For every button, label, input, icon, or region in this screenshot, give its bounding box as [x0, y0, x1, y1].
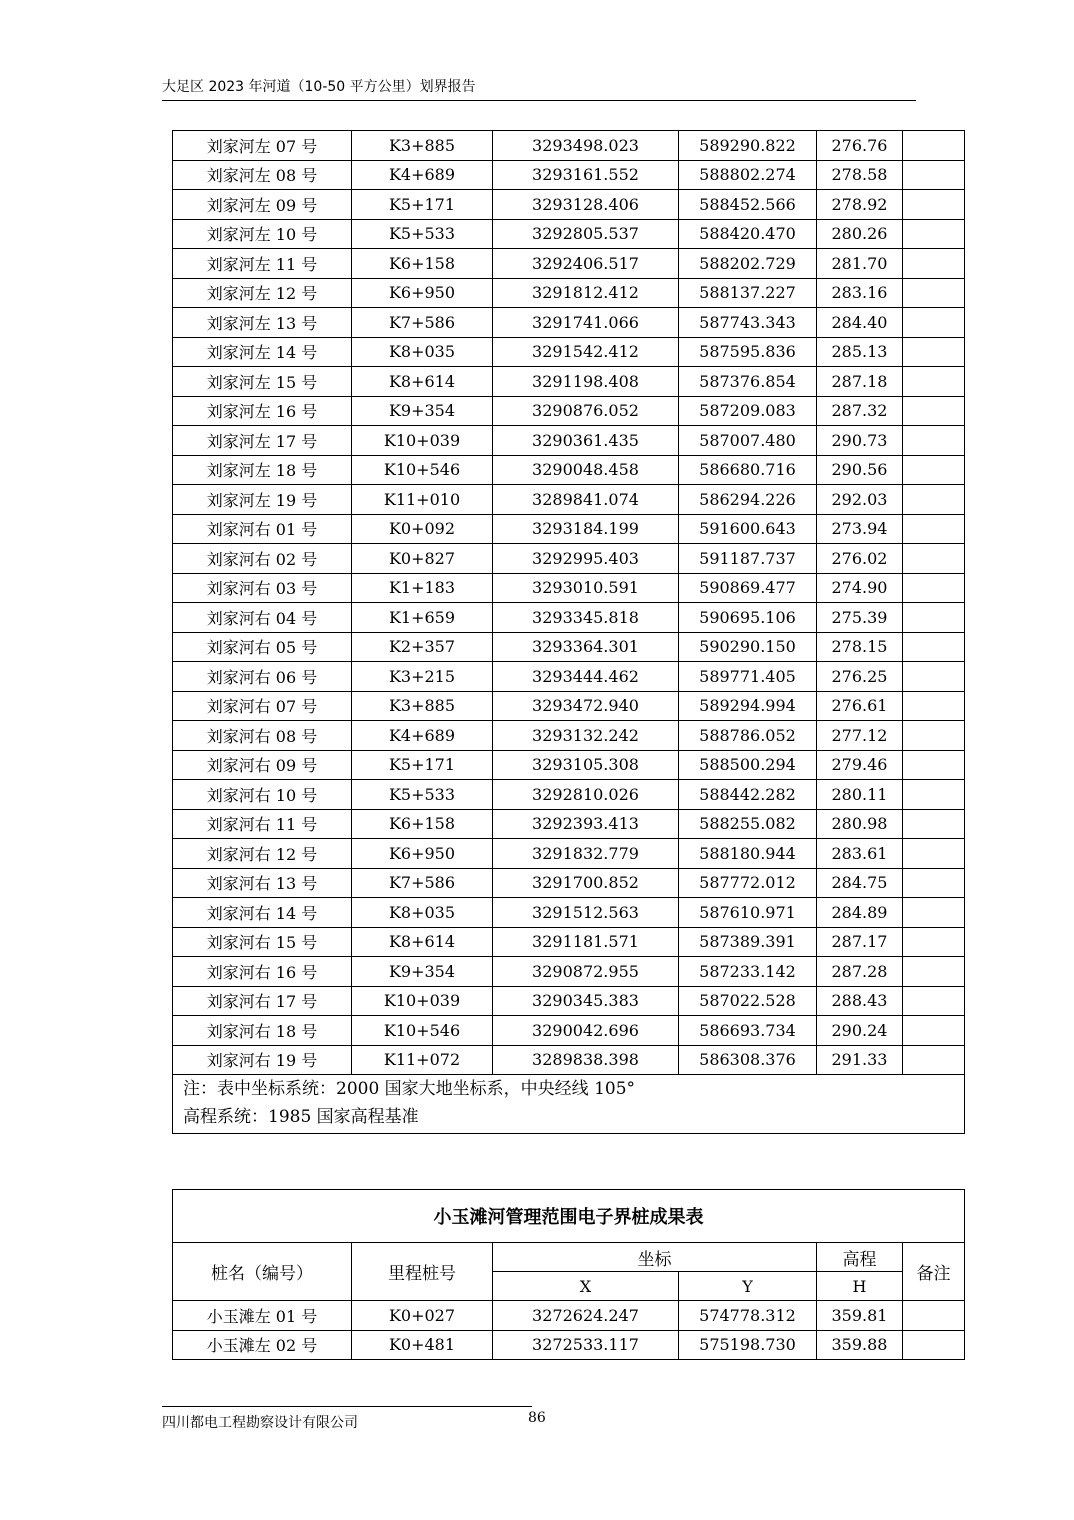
x-coord-cell: 3289838.398: [493, 1045, 679, 1075]
elevation-cell: 276.25: [817, 662, 903, 692]
table-row: [173, 219, 965, 249]
boundary-stake-table-liujia: [172, 130, 965, 1134]
remark-cell: [903, 809, 965, 839]
stake-name-cell: 刘家河左 14 号: [173, 337, 352, 367]
y-coord-cell: 588500.294: [679, 750, 817, 780]
remark-cell: [903, 573, 965, 603]
x-coord-cell: 3290042.696: [493, 1016, 679, 1046]
elevation-cell: 285.13: [817, 337, 903, 367]
elevation-cell: 283.61: [817, 839, 903, 869]
x-coord-cell: 3291812.412: [493, 278, 679, 308]
mileage-cell: K5+171: [352, 190, 493, 220]
table-row: [173, 249, 965, 279]
remark-cell: [903, 426, 965, 456]
mileage-cell: K8+035: [352, 898, 493, 928]
table-row: [173, 485, 965, 515]
x-coord-cell: 3290361.435: [493, 426, 679, 456]
remark-cell: [903, 308, 965, 338]
x-coord-cell: 3290048.458: [493, 455, 679, 485]
table1-note: [173, 1075, 965, 1134]
elevation-cell: 290.56: [817, 455, 903, 485]
header-h: H: [817, 1272, 903, 1301]
stake-name-cell: 刘家河左 07 号: [173, 131, 352, 161]
table-row: [173, 544, 965, 574]
table-row: [173, 1330, 965, 1360]
x-coord-cell: 3291181.571: [493, 927, 679, 957]
remark-cell: [903, 603, 965, 633]
table-row: [173, 308, 965, 338]
mileage-cell: K6+158: [352, 249, 493, 279]
mileage-cell: K5+171: [352, 750, 493, 780]
elevation-cell: 359.81: [817, 1301, 903, 1331]
x-coord-cell: 3293128.406: [493, 190, 679, 220]
x-coord-cell: 3292805.537: [493, 219, 679, 249]
stake-name-cell: 刘家河右 01 号: [173, 514, 352, 544]
x-coord-cell: 3292406.517: [493, 249, 679, 279]
elevation-cell: 278.92: [817, 190, 903, 220]
table-row: [173, 691, 965, 721]
mileage-cell: K10+039: [352, 986, 493, 1016]
page-footer: [162, 1406, 532, 1432]
remark-cell: [903, 544, 965, 574]
elevation-cell: 284.40: [817, 308, 903, 338]
y-coord-cell: 588452.566: [679, 190, 817, 220]
elevation-cell: 280.26: [817, 219, 903, 249]
stake-name-cell: 刘家河右 10 号: [173, 780, 352, 810]
x-coord-cell: 3291700.852: [493, 868, 679, 898]
y-coord-cell: 586308.376: [679, 1045, 817, 1075]
mileage-cell: K3+215: [352, 662, 493, 692]
header-x: X: [493, 1272, 679, 1301]
elevation-cell: 290.24: [817, 1016, 903, 1046]
mileage-cell: K7+586: [352, 308, 493, 338]
elevation-cell: 280.11: [817, 780, 903, 810]
header-stake-name: 桩名（编号）: [173, 1243, 352, 1301]
y-coord-cell: 590695.106: [679, 603, 817, 633]
mileage-cell: K11+072: [352, 1045, 493, 1075]
elevation-cell: 292.03: [817, 485, 903, 515]
stake-name-cell: 刘家河右 19 号: [173, 1045, 352, 1075]
stake-name-cell: 刘家河右 12 号: [173, 839, 352, 869]
mileage-cell: K8+614: [352, 367, 493, 397]
mileage-cell: K0+827: [352, 544, 493, 574]
mileage-cell: K2+357: [352, 632, 493, 662]
stake-name-cell: 刘家河右 16 号: [173, 957, 352, 987]
x-coord-cell: 3293132.242: [493, 721, 679, 751]
stake-name-cell: 刘家河右 11 号: [173, 809, 352, 839]
table2-title-row: [173, 1190, 965, 1243]
remark-cell: [903, 190, 965, 220]
stake-name-cell: 刘家河左 17 号: [173, 426, 352, 456]
remark-cell: [903, 898, 965, 928]
page-header: [162, 78, 916, 101]
stake-name-cell: 刘家河左 13 号: [173, 308, 352, 338]
remark-cell: [903, 750, 965, 780]
y-coord-cell: 587595.836: [679, 337, 817, 367]
stake-name-cell: 刘家河右 06 号: [173, 662, 352, 692]
mileage-cell: K0+027: [352, 1301, 493, 1331]
table-row: [173, 396, 965, 426]
mileage-cell: K11+010: [352, 485, 493, 515]
mileage-cell: K10+039: [352, 426, 493, 456]
table-row: [173, 750, 965, 780]
header-title: 大足区 2023 年河道（10-50 平方公里）划界报告: [162, 79, 476, 95]
x-coord-cell: 3291741.066: [493, 308, 679, 338]
table2-body: [173, 1190, 965, 1360]
elevation-cell: 273.94: [817, 514, 903, 544]
x-coord-cell: 3293444.462: [493, 662, 679, 692]
mileage-cell: K8+614: [352, 927, 493, 957]
stake-name-cell: 刘家河右 05 号: [173, 632, 352, 662]
footer-company: 四川都电工程勘察设计有限公司: [162, 1415, 358, 1431]
table-row: [173, 1045, 965, 1075]
y-coord-cell: 587209.083: [679, 396, 817, 426]
y-coord-cell: 587772.012: [679, 868, 817, 898]
x-coord-cell: 3293472.940: [493, 691, 679, 721]
header-y: Y: [679, 1272, 817, 1301]
remark-cell: [903, 367, 965, 397]
x-coord-cell: 3293364.301: [493, 632, 679, 662]
remark-cell: [903, 691, 965, 721]
y-coord-cell: 591187.737: [679, 544, 817, 574]
y-coord-cell: 590869.477: [679, 573, 817, 603]
elevation-cell: 291.33: [817, 1045, 903, 1075]
remark-cell: [903, 337, 965, 367]
y-coord-cell: 589294.994: [679, 691, 817, 721]
y-coord-cell: 586693.734: [679, 1016, 817, 1046]
table-row: [173, 898, 965, 928]
remark-cell: [903, 780, 965, 810]
remark-cell: [903, 632, 965, 662]
elevation-cell: 287.17: [817, 927, 903, 957]
remark-cell: [903, 1016, 965, 1046]
remark-cell: [903, 485, 965, 515]
y-coord-cell: 589290.822: [679, 131, 817, 161]
stake-name-cell: 小玉滩左 02 号: [173, 1330, 352, 1360]
elevation-cell: 277.12: [817, 721, 903, 751]
y-coord-cell: 574778.312: [679, 1301, 817, 1331]
x-coord-cell: 3291512.563: [493, 898, 679, 928]
stake-name-cell: 刘家河右 02 号: [173, 544, 352, 574]
stake-name-cell: 小玉滩左 01 号: [173, 1301, 352, 1331]
mileage-cell: K8+035: [352, 337, 493, 367]
table-row: [173, 190, 965, 220]
stake-name-cell: 刘家河左 12 号: [173, 278, 352, 308]
table2-header-row: [173, 1243, 965, 1272]
remark-cell: [903, 957, 965, 987]
y-coord-cell: 589771.405: [679, 662, 817, 692]
elevation-cell: 284.75: [817, 868, 903, 898]
stake-name-cell: 刘家河右 13 号: [173, 868, 352, 898]
elevation-cell: 288.43: [817, 986, 903, 1016]
mileage-cell: K0+092: [352, 514, 493, 544]
mileage-cell: K7+586: [352, 868, 493, 898]
table-row: [173, 603, 965, 633]
table1-body: [173, 131, 965, 1134]
y-coord-cell: 588786.052: [679, 721, 817, 751]
header-coordinates: 坐标: [493, 1243, 817, 1272]
y-coord-cell: 588802.274: [679, 160, 817, 190]
remark-cell: [903, 721, 965, 751]
elevation-cell: 280.98: [817, 809, 903, 839]
elevation-cell: 290.73: [817, 426, 903, 456]
mileage-cell: K9+354: [352, 957, 493, 987]
stake-name-cell: 刘家河左 19 号: [173, 485, 352, 515]
remark-cell: [903, 868, 965, 898]
elevation-cell: 275.39: [817, 603, 903, 633]
mileage-cell: K10+546: [352, 1016, 493, 1046]
elevation-cell: 274.90: [817, 573, 903, 603]
elevation-cell: 276.61: [817, 691, 903, 721]
x-coord-cell: 3272624.247: [493, 1301, 679, 1331]
y-coord-cell: 587007.480: [679, 426, 817, 456]
table-row: [173, 839, 965, 869]
stake-name-cell: 刘家河左 15 号: [173, 367, 352, 397]
stake-name-cell: 刘家河右 18 号: [173, 1016, 352, 1046]
x-coord-cell: 3272533.117: [493, 1330, 679, 1360]
x-coord-cell: 3293161.552: [493, 160, 679, 190]
mileage-cell: K0+481: [352, 1330, 493, 1360]
table-row: [173, 1016, 965, 1046]
y-coord-cell: 591600.643: [679, 514, 817, 544]
table-row: [173, 721, 965, 751]
elevation-cell: 276.76: [817, 131, 903, 161]
y-coord-cell: 590290.150: [679, 632, 817, 662]
mileage-cell: K6+158: [352, 809, 493, 839]
x-coord-cell: 3289841.074: [493, 485, 679, 515]
remark-cell: [903, 986, 965, 1016]
header-remark: 备注: [903, 1243, 965, 1301]
elevation-cell: 276.02: [817, 544, 903, 574]
stake-name-cell: 刘家河右 03 号: [173, 573, 352, 603]
mileage-cell: K4+689: [352, 721, 493, 751]
y-coord-cell: 587743.343: [679, 308, 817, 338]
y-coord-cell: 588255.082: [679, 809, 817, 839]
stake-name-cell: 刘家河右 14 号: [173, 898, 352, 928]
remark-cell: [903, 219, 965, 249]
page-number: 86: [528, 1410, 546, 1426]
mileage-cell: K1+183: [352, 573, 493, 603]
table-row: [173, 927, 965, 957]
x-coord-cell: 3291542.412: [493, 337, 679, 367]
remark-cell: [903, 662, 965, 692]
y-coord-cell: 587376.854: [679, 367, 817, 397]
mileage-cell: K3+885: [352, 131, 493, 161]
remark-cell: [903, 396, 965, 426]
mileage-cell: K9+354: [352, 396, 493, 426]
remark-cell: [903, 1330, 965, 1360]
x-coord-cell: 3291832.779: [493, 839, 679, 869]
table-row: [173, 632, 965, 662]
y-coord-cell: 588137.227: [679, 278, 817, 308]
header-mileage: 里程桩号: [352, 1243, 493, 1301]
stake-name-cell: 刘家河右 07 号: [173, 691, 352, 721]
elevation-system-note: 高程系统：1985 国家高程基准: [183, 1107, 419, 1127]
y-coord-cell: 587610.971: [679, 898, 817, 928]
stake-name-cell: 刘家河左 18 号: [173, 455, 352, 485]
y-coord-cell: 587389.391: [679, 927, 817, 957]
x-coord-cell: 3293184.199: [493, 514, 679, 544]
elevation-cell: 281.70: [817, 249, 903, 279]
table2-title: 小玉滩河管理范围电子界桩成果表: [173, 1190, 965, 1243]
table-row: [173, 662, 965, 692]
table-row: [173, 514, 965, 544]
remark-cell: [903, 1045, 965, 1075]
table-row: [173, 367, 965, 397]
elevation-cell: 279.46: [817, 750, 903, 780]
stake-name-cell: 刘家河右 09 号: [173, 750, 352, 780]
remark-cell: [903, 927, 965, 957]
remark-cell: [903, 131, 965, 161]
mileage-cell: K3+885: [352, 691, 493, 721]
table1-note-row: [173, 1075, 965, 1134]
table-row: [173, 131, 965, 161]
mileage-cell: K5+533: [352, 780, 493, 810]
elevation-cell: 278.15: [817, 632, 903, 662]
table-row: [173, 455, 965, 485]
y-coord-cell: 588180.944: [679, 839, 817, 869]
remark-cell: [903, 160, 965, 190]
x-coord-cell: 3290876.052: [493, 396, 679, 426]
y-coord-cell: 586680.716: [679, 455, 817, 485]
mileage-cell: K4+689: [352, 160, 493, 190]
x-coord-cell: 3293010.591: [493, 573, 679, 603]
table-row: [173, 278, 965, 308]
y-coord-cell: 588420.470: [679, 219, 817, 249]
table-row: [173, 573, 965, 603]
header-elevation: 高程: [817, 1243, 903, 1272]
stake-name-cell: 刘家河左 09 号: [173, 190, 352, 220]
elevation-cell: 287.32: [817, 396, 903, 426]
remark-cell: [903, 1301, 965, 1331]
remark-cell: [903, 839, 965, 869]
stake-name-cell: 刘家河右 08 号: [173, 721, 352, 751]
table-row: [173, 426, 965, 456]
mileage-cell: K6+950: [352, 278, 493, 308]
x-coord-cell: 3290345.383: [493, 986, 679, 1016]
stake-name-cell: 刘家河右 15 号: [173, 927, 352, 957]
x-coord-cell: 3291198.408: [493, 367, 679, 397]
y-coord-cell: 586294.226: [679, 485, 817, 515]
stake-name-cell: 刘家河左 08 号: [173, 160, 352, 190]
remark-cell: [903, 278, 965, 308]
y-coord-cell: 588202.729: [679, 249, 817, 279]
remark-cell: [903, 249, 965, 279]
table-row: [173, 337, 965, 367]
y-coord-cell: 587022.528: [679, 986, 817, 1016]
table-row: [173, 809, 965, 839]
mileage-cell: K10+546: [352, 455, 493, 485]
stake-name-cell: 刘家河左 11 号: [173, 249, 352, 279]
mileage-cell: K6+950: [352, 839, 493, 869]
y-coord-cell: 587233.142: [679, 957, 817, 987]
x-coord-cell: 3293345.818: [493, 603, 679, 633]
x-coord-cell: 3292393.413: [493, 809, 679, 839]
x-coord-cell: 3290872.955: [493, 957, 679, 987]
elevation-cell: 283.16: [817, 278, 903, 308]
stake-name-cell: 刘家河右 04 号: [173, 603, 352, 633]
elevation-cell: 359.88: [817, 1330, 903, 1360]
table-row: [173, 780, 965, 810]
remark-cell: [903, 455, 965, 485]
x-coord-cell: 3292995.403: [493, 544, 679, 574]
table-row: [173, 160, 965, 190]
stake-name-cell: 刘家河右 17 号: [173, 986, 352, 1016]
table-row: [173, 868, 965, 898]
elevation-cell: 278.58: [817, 160, 903, 190]
mileage-cell: K1+659: [352, 603, 493, 633]
elevation-cell: 284.89: [817, 898, 903, 928]
stake-name-cell: 刘家河左 10 号: [173, 219, 352, 249]
coord-system-note: 注：表中坐标系统：2000 国家大地坐标系，中央经线 105°: [183, 1079, 636, 1099]
x-coord-cell: 3292810.026: [493, 780, 679, 810]
table-row: [173, 1301, 965, 1331]
stake-name-cell: 刘家河左 16 号: [173, 396, 352, 426]
table-row: [173, 986, 965, 1016]
boundary-stake-table-xiaoyutan: [172, 1189, 965, 1360]
remark-cell: [903, 514, 965, 544]
y-coord-cell: 575198.730: [679, 1330, 817, 1360]
elevation-cell: 287.18: [817, 367, 903, 397]
x-coord-cell: 3293105.308: [493, 750, 679, 780]
elevation-cell: 287.28: [817, 957, 903, 987]
table-row: [173, 957, 965, 987]
mileage-cell: K5+533: [352, 219, 493, 249]
x-coord-cell: 3293498.023: [493, 131, 679, 161]
y-coord-cell: 588442.282: [679, 780, 817, 810]
